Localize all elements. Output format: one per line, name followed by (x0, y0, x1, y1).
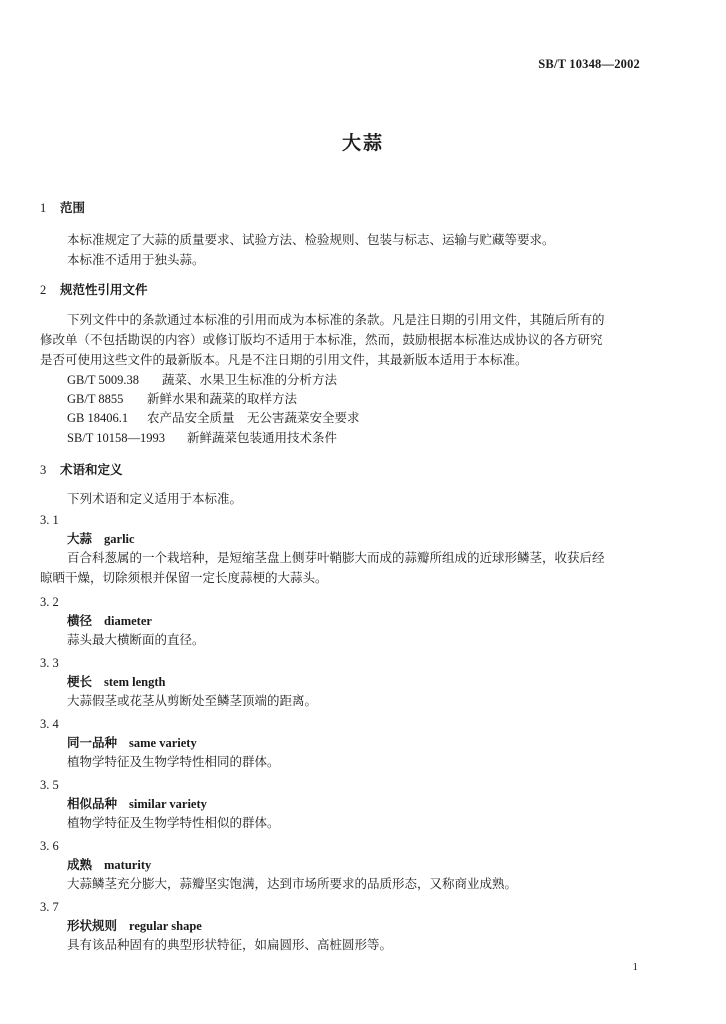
term-zh: 相似品种 (67, 796, 118, 811)
section-title: 规范性引用文件 (60, 282, 148, 297)
term-en: garlic (104, 532, 135, 546)
term-definition: 晾晒干燥，切除须根并保留一定长度蒜梗的大蒜头。 (40, 570, 328, 585)
term-entry (67, 918, 202, 934)
clause-number: 3. 6 (40, 839, 59, 853)
term-definition: 植物学特征及生物学特性相似的群体。 (67, 815, 280, 830)
term-entry (67, 674, 165, 690)
section-title: 范围 (60, 200, 86, 215)
term-en: same variety (129, 736, 197, 750)
section-heading-scope (40, 200, 85, 216)
term-entry (67, 796, 207, 812)
term-entry (67, 857, 151, 873)
reference-item (67, 410, 360, 426)
term-en: regular shape (129, 919, 202, 933)
term-definition: 大蒜鳞茎充分膨大，蒜瓣坚实饱满，达到市场所要求的品质形态，又称商业成熟。 (67, 876, 518, 891)
paragraph-line: 修改单（不包括勘误的内容）或修订版均不适用于本标准，然而，鼓励根据本标准达成协议的各方研究 (40, 332, 603, 347)
reference-title: 蔬菜、水果卫生标准的分析方法 (162, 372, 338, 387)
page-number: 1 (632, 961, 638, 973)
reference-title: 新鲜水果和蔬菜的取样方法 (147, 391, 298, 406)
term-zh: 大蒜 (67, 531, 93, 546)
term-zh: 横径 (67, 613, 93, 628)
term-entry (67, 531, 135, 547)
reference-code: SB/T 10158—1993 (67, 431, 166, 445)
term-en: diameter (104, 614, 152, 628)
term-en: maturity (104, 858, 152, 872)
reference-code: GB/T 8855 (67, 392, 124, 406)
section-title: 术语和定义 (60, 462, 123, 477)
clause-number: 3. 2 (40, 595, 59, 609)
term-entry (67, 613, 152, 629)
reference-code: GB 18406.1 (67, 411, 129, 425)
paragraph-line: 下列文件中的条款通过本标准的引用而成为本标准的条款。凡是注日期的引用文件，其随后所有的 (67, 312, 605, 327)
term-zh: 成熟 (67, 857, 93, 872)
clause-number: 3. 1 (40, 513, 59, 527)
paragraph-line: 是否可使用这些文件的最新版本。凡是不注日期的引用文件，其最新版本适用于本标准。 (40, 352, 528, 367)
document-title: 大蒜 (341, 132, 384, 154)
term-entry (67, 735, 197, 751)
section-number: 2 (40, 283, 47, 297)
standard-code: SB/T 10348—2002 (538, 57, 640, 71)
clause-number: 3. 3 (40, 656, 59, 670)
term-definition: 百合科葱属的一个栽培种，是短缩茎盘上侧芽叶鞘膨大而成的蒜瓣所组成的近球形鳞茎，收获后经 (67, 550, 605, 565)
clause-number: 3. 7 (40, 900, 59, 914)
term-zh: 形状规则 (67, 918, 118, 933)
term-definition: 具有该品种固有的典型形状特征，如扁圆形、高桩圆形等。 (67, 937, 393, 952)
section-heading-normative-references (40, 282, 148, 298)
clause-number: 3. 4 (40, 717, 59, 731)
reference-title: 农产品安全质量 无公害蔬菜安全要求 (147, 410, 360, 425)
reference-item (67, 372, 337, 388)
paragraph: 本标准不适用于独头蒜。 (67, 252, 205, 267)
reference-code: GB/T 5009.38 (67, 373, 139, 387)
term-definition: 植物学特征及生物学特性相同的群体。 (67, 754, 280, 769)
section-number: 1 (40, 201, 47, 215)
section-heading-terms (40, 462, 123, 478)
term-zh: 梗长 (67, 674, 93, 689)
term-en: similar variety (129, 797, 207, 811)
term-definition: 大蒜假茎或花茎从剪断处至鳞茎顶端的距离。 (67, 693, 318, 708)
section-number: 3 (40, 463, 47, 477)
term-zh: 同一品种 (67, 735, 118, 750)
paragraph: 本标准规定了大蒜的质量要求、试验方法、检验规则、包装与标志、运输与贮藏等要求。 (67, 232, 555, 247)
term-definition: 蒜头最大横断面的直径。 (67, 632, 205, 647)
term-en: stem length (104, 675, 166, 689)
reference-item (67, 391, 297, 407)
reference-title: 新鲜蔬菜包装通用技术条件 (187, 430, 338, 445)
paragraph: 下列术语和定义适用于本标准。 (67, 491, 243, 506)
clause-number: 3. 5 (40, 778, 59, 792)
reference-item (67, 430, 337, 446)
